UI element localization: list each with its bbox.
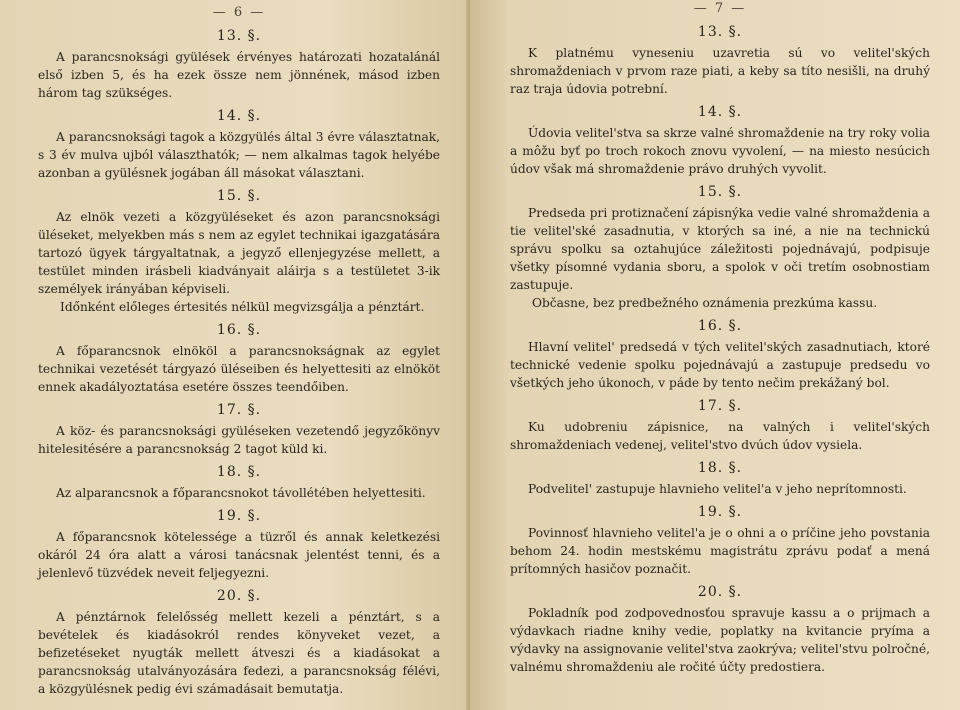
section-paragraph: Údovia velitel'stva sa skrze valné shromaždenie na try roky volia a môžu byť po troch rokoch znovu vyvolení, — na miesto nesúcich údov však má shromaždenie právo druhých vyvolit. xyxy=(510,126,930,176)
section-paragraph: K platnému vyneseniu uzavretia sú vo velitel'ských shromaždeniach v prvom raze piati, a keby sa títo nesišli, na druhý raz traja údovia potrební. xyxy=(510,46,930,96)
section-paragraph: A pénztárnok felelősség mellett kezeli a pénztárt, s a bevételek és kiadásokról rendes könyveket vezet, a befizetéseket nyugták mellett átveszi és a kiadásokat a parancsnokság utalványozására fedezi, a parancsnokság félévi, a közgyülésnek pedig évi számadásait bemutatja. xyxy=(38,610,440,696)
section-heading: 17. §. xyxy=(697,398,743,414)
section-paragraph: Podvelitel' zastupuje hlavnieho velitel'a v jeho neprítomnosti. xyxy=(528,482,907,496)
section-paragraph: Az elnök vezeti a közgyüléseket és azon parancsnoksági üléseket, melyekben más s nem az egylet technikai igazgatására tartozó ügyek tárgyaltatnak, a jegyző ellenjegyzése mellett, a testület minden irásbeli kiadványait aláirja s a testületet 3-ik személyek irányában képviseli. xyxy=(38,210,440,296)
section-heading: 14. §. xyxy=(697,104,743,120)
section-paragraph: Hlavní velitel' predsedá v tých velitel'ských zasadnutiach, ktoré technické vedenie spolku pojednávajú a zastupuje predsedu vo všetkých jeho úkonoch, v páde by tento nečim prekážaný bol. xyxy=(510,340,930,390)
section-paragraph: A köz- és parancsnoksági gyüléseken vezetendő jegyzőkönyv hitelesitésére a parancsnokság 2 tagot küld ki. xyxy=(38,424,440,456)
section-paragraph: A parancsnoksági tagok a közgyülés által 3 évre választatnak, s 3 év mulva ujból választhatók; — nem alkalmas tagok helyébe azonban a gyülésnek jogában áll másokat választani. xyxy=(38,130,440,180)
section-paragraph: Povinnosť hlavnieho velitel'a je o ohni a o príčine jeho povstania behom 24. hodin mestskému magistrátu zprávu podať a mená prítomných hasičov poznačit. xyxy=(510,526,930,576)
section-heading: 20. §. xyxy=(697,584,743,600)
right-sections xyxy=(510,24,930,676)
section-heading: 20. §. xyxy=(216,588,262,604)
section-paragraph: Az alparancsnok a főparancsnokot távollétében helyettesiti. xyxy=(56,486,426,500)
section-heading: 14. §. xyxy=(216,108,262,124)
section-heading: 19. §. xyxy=(697,504,743,520)
section-heading: 17. §. xyxy=(216,402,262,418)
section-paragraph: Időnként előleges értesités nélkül megvizsgálja a pénztárt. xyxy=(60,300,425,314)
section-heading: 16. §. xyxy=(697,318,743,334)
left-sections xyxy=(38,28,440,698)
section-heading: 19. §. xyxy=(216,508,262,524)
section-paragraph: A főparancsnok elnököl a parancsnokságnak az egylet technikai vezetését tárgyazó üléseiben és helyettesiti az elnököt ennek akadályoztatása esetére összes teendőiben. xyxy=(38,344,440,394)
section-paragraph: Pokladník pod zodpovednosťou spravuje kassu a o prijmach a výdavkach riadne knihy vedie, poplatky na kvitancie pryíma a výdavky na assignovanie velitel'stva zaokrýva; velitel'stvu polročné, valnému shromaždeniu ale ročité účty predostiera. xyxy=(510,606,930,674)
section-paragraph: Ku udobreniu zápisnice, na valných i velitel'ských shromaždeniach vedenej, velitel'stvo dvúch údov vysiela. xyxy=(510,420,930,452)
section-paragraph: A parancsnoksági gyülések érvényes határozati hozatalánál első izben 5, és ha ezek össze nem jönnének, másod izben három tag szükséges. xyxy=(38,50,440,100)
section-paragraph: Predseda pri protiznačení zápisnýka vedie valné shromaždenia a tie velitel'ské zasadnutia, v ktorých sa iné, a nie na technickú správu spolku sa oztahujúce záležitosti pojednávajú, podpisuje všetky písomné vydania sboru, a spolok v oči tretím osobnostiam zastupuje. xyxy=(510,206,930,292)
page-number: — 6 — xyxy=(212,5,266,20)
section-heading: 15. §. xyxy=(216,188,262,204)
left-page xyxy=(0,0,470,710)
section-heading: 15. §. xyxy=(697,184,743,200)
section-paragraph: A főparancsnok kötelessége a tüzről és annak keletkezési okáról 24 óra alatt a városi tanácsnak jelentést tenni, és a jelenlevő tüzvédek neveit feljegyezni. xyxy=(38,530,440,580)
section-heading: 18. §. xyxy=(697,460,743,476)
section-heading: 18. §. xyxy=(216,464,262,480)
section-paragraph: Občasne, bez predbežného oznámenia prezkúma kassu. xyxy=(532,296,878,310)
section-heading: 16. §. xyxy=(216,322,262,338)
section-heading: 13. §. xyxy=(216,28,262,44)
right-page xyxy=(470,0,960,710)
section-heading: 13. §. xyxy=(697,24,743,40)
page-number: — 7 — xyxy=(693,1,747,16)
